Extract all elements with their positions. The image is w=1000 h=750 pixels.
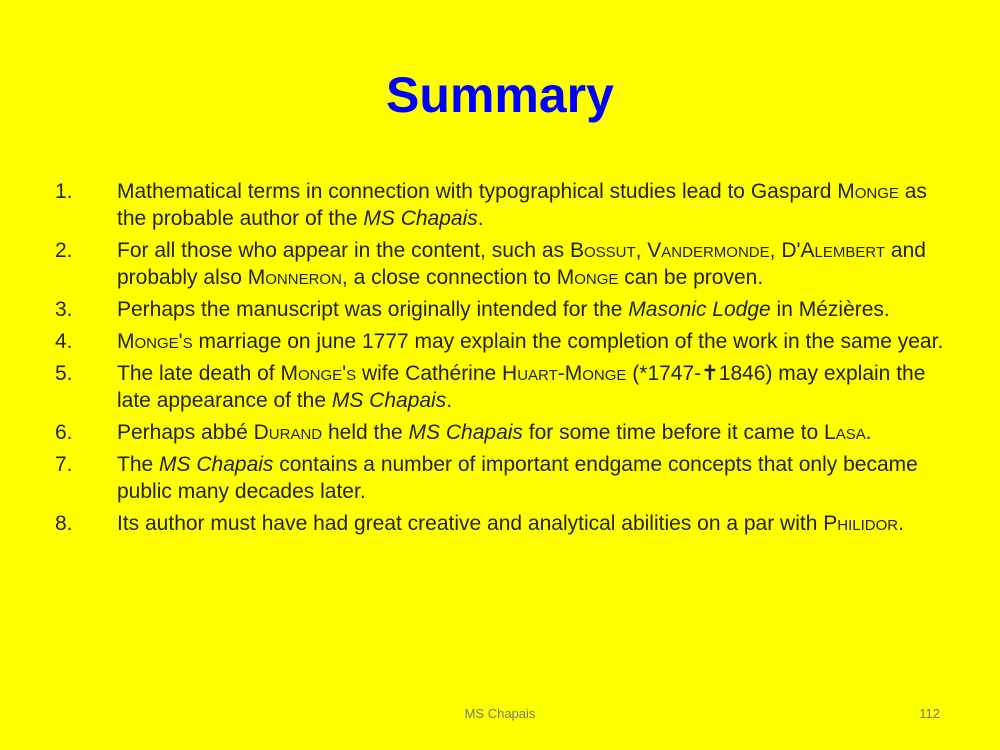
text-run: Its author must have had great creative and analytical abilities on a par with xyxy=(117,512,824,535)
italic-text: Masonic Lodge xyxy=(628,298,771,321)
name-smallcaps: Bossut xyxy=(569,239,636,262)
text-run: The xyxy=(117,453,160,476)
name-smallcaps: Durand xyxy=(253,421,323,444)
text-run: can be proven. xyxy=(618,266,764,289)
text-run: wife Cathérine xyxy=(356,362,503,385)
slide-title: Summary xyxy=(386,67,614,123)
list-item xyxy=(55,451,945,505)
italic-text: MS Chapais xyxy=(159,453,274,476)
item-number: 7. xyxy=(55,453,73,476)
list-item xyxy=(55,237,945,291)
text-run: . xyxy=(898,512,904,535)
item-number: 8. xyxy=(55,512,73,535)
text-run: For all those who appear in the content, such as xyxy=(117,239,570,262)
item-text xyxy=(117,451,945,505)
list-item xyxy=(55,328,945,355)
name-smallcaps: Monge xyxy=(556,266,619,289)
list-item xyxy=(55,419,945,446)
text-run: (*1747- xyxy=(626,362,702,385)
text-run: Perhaps the manuscript was originally intended for the xyxy=(117,298,629,321)
item-text xyxy=(117,419,945,446)
italic-text: MS Chapais xyxy=(408,421,523,444)
item-number: 4. xyxy=(55,330,73,353)
item-text xyxy=(117,237,945,291)
text-run: contains a number of important endgame concepts that only became public many decades later. xyxy=(117,453,918,503)
text-run: held the xyxy=(322,421,409,444)
name-smallcaps: Vandermonde xyxy=(647,239,770,262)
item-number: 6. xyxy=(55,421,73,444)
text-run: Perhaps abbé xyxy=(117,421,254,444)
name-smallcaps: Monge xyxy=(837,180,899,203)
item-number: 3. xyxy=(55,298,73,321)
list-item xyxy=(55,178,945,232)
name-smallcaps: Monge's xyxy=(117,330,193,353)
list-item xyxy=(55,360,945,414)
name-smallcaps: Huart-Monge xyxy=(502,362,627,385)
italic-text: MS Chapais xyxy=(363,207,478,230)
page-number: 112 xyxy=(919,706,940,721)
text-run: and probably also xyxy=(117,239,926,289)
item-text xyxy=(117,178,945,232)
item-number: 1. xyxy=(55,180,73,203)
item-text xyxy=(117,296,945,323)
text-run: . xyxy=(865,421,872,444)
text-run: Mathematical terms in connection with typographical studies lead to Gaspard xyxy=(117,180,838,203)
text-run: , a close connection to xyxy=(341,266,557,289)
item-text xyxy=(117,360,945,414)
text-run: as the probable author of the xyxy=(117,180,927,230)
item-text xyxy=(117,328,945,355)
name-smallcaps: Monneron xyxy=(247,266,342,289)
item-number: 2. xyxy=(55,239,73,262)
text-run: in Mézières. xyxy=(770,298,890,321)
footer-text: MS Chapais xyxy=(464,706,536,721)
text-run: , xyxy=(769,239,782,262)
item-number: 5. xyxy=(55,362,73,385)
list-item xyxy=(55,296,945,323)
name-smallcaps: Philidor xyxy=(823,512,899,535)
text-run: 1846) may explain the late appearance of the xyxy=(117,362,926,412)
item-text xyxy=(117,510,945,537)
text-run: . xyxy=(446,389,453,412)
text-run: , xyxy=(635,239,648,262)
name-smallcaps: Lasa xyxy=(824,421,866,444)
name-smallcaps: D'Alembert xyxy=(781,239,886,262)
summary-list xyxy=(55,178,945,542)
name-smallcaps: Monge's xyxy=(280,362,357,385)
text-run: for some time before it came to xyxy=(522,421,825,444)
italic-text: MS Chapais xyxy=(331,389,447,412)
text-run: ✝ xyxy=(701,362,719,385)
text-run: . xyxy=(477,207,484,230)
text-run: The late death of xyxy=(117,362,281,385)
list-item xyxy=(55,510,945,537)
text-run: marriage on june 1777 may explain the completion of the work in the same year. xyxy=(192,330,944,353)
